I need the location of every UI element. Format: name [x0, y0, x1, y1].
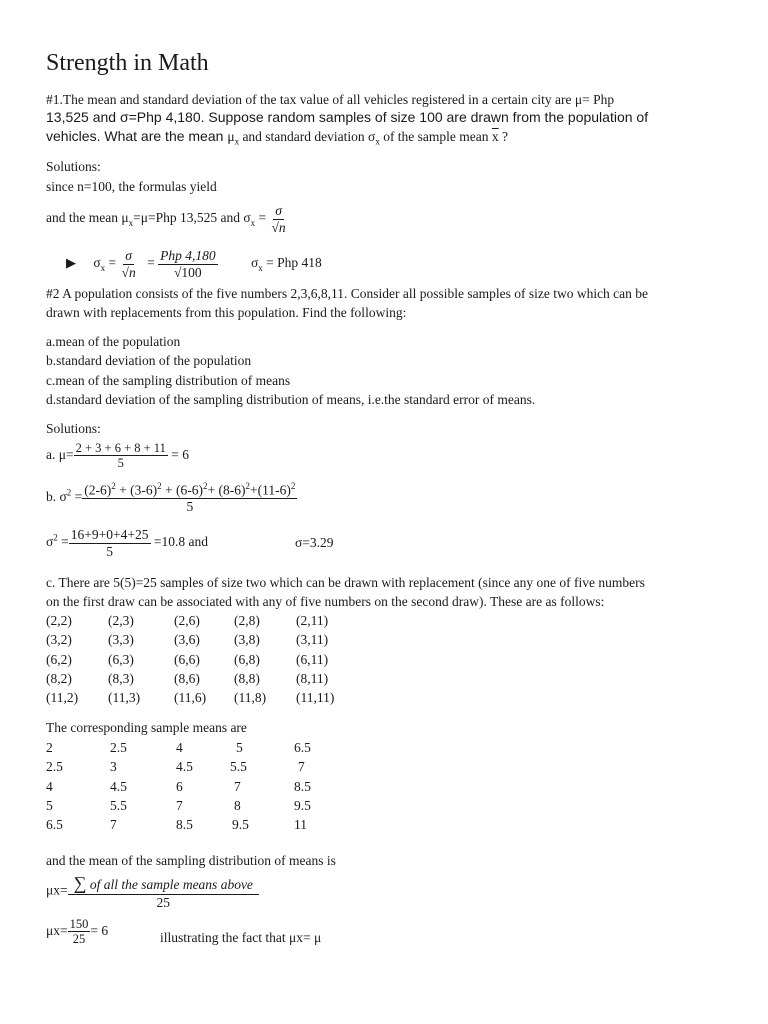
table-cell: 2.5: [46, 759, 63, 774]
table-cell: (2,3): [108, 613, 134, 628]
table-cell: (8,2): [46, 671, 72, 686]
table-cell: (8,8): [234, 671, 260, 686]
squared: 2: [203, 481, 208, 491]
x-bar: $\overline{x}$: [491, 129, 499, 144]
equals: =: [147, 255, 159, 271]
list-item: d.standard deviation of the sampling distribution of means, i.e.the standard error of means.: [46, 392, 536, 407]
sum-text: of all the sample means above: [86, 877, 253, 892]
equals: =: [255, 210, 270, 226]
sigma-over-sqrt-n: [120, 248, 138, 280]
solutions-label-2: Solutions:: [46, 421, 101, 436]
table-cell: (3,6): [174, 632, 200, 647]
term: +(11-6): [249, 482, 291, 498]
sub-x: x: [250, 217, 256, 228]
mux-label: μx=: [46, 882, 68, 898]
answer-b-num: [82, 481, 297, 499]
page-title: Strength in Math: [46, 50, 209, 76]
table-cell: 4.5: [110, 779, 127, 794]
problem-2-line-1: #2 A population consists of the five numbers 2,3,6,8,11. Consider all possible samples of size two which can be: [46, 286, 649, 301]
table-cell: 9.5: [232, 817, 249, 832]
sub-x: x: [128, 217, 134, 228]
equals: =: [105, 255, 120, 271]
table-cell: (6,11): [296, 652, 329, 667]
frac-den: √n: [271, 219, 286, 235]
table-cell: 4.5: [176, 759, 193, 774]
squared: 2: [111, 481, 116, 491]
table-cell: (3,2): [46, 632, 72, 647]
php-den: √100: [173, 264, 202, 280]
table-cell: (2,6): [174, 613, 200, 628]
answer-a-fraction: [74, 441, 168, 471]
line3-b: and standard deviation: [239, 129, 369, 144]
answer-b-den: 5: [186, 499, 194, 515]
table-cell: 2: [46, 740, 53, 755]
answer-a-prefix: a. μ=: [46, 446, 74, 462]
sigma-result: σ=3.29: [295, 535, 334, 550]
result-fraction: [68, 917, 91, 947]
sum-fraction: [68, 873, 259, 910]
problem-2-line-2: drawn with replacements from this population. Find the following:: [46, 305, 407, 320]
sigma-symbol: σ: [368, 129, 376, 144]
answer-b: [46, 481, 297, 515]
table-cell: 5: [236, 740, 243, 755]
sigma-sum-icon: ∑: [73, 873, 87, 893]
table-cell: 7: [110, 817, 117, 832]
squared: 2: [157, 481, 162, 491]
answer-a-den: 5: [117, 456, 124, 471]
problem-1-line-3: [46, 128, 508, 147]
variance-line: [46, 527, 208, 559]
squared: 2: [290, 481, 296, 491]
mux-formula: [46, 873, 259, 910]
mean-text: =μ=Php 13,525 and: [133, 210, 244, 226]
table-cell: (11,8): [234, 690, 267, 705]
answer-c-line-1: c. There are 5(5)=25 samples of size two which can be drawn with replacement (since any one of five numbers: [46, 575, 645, 590]
result-den: 25: [72, 932, 86, 947]
mean-formula-line: [46, 203, 288, 235]
variance-fraction: [69, 527, 151, 559]
frac-num: σ: [275, 203, 282, 218]
sub-x: x: [258, 262, 263, 273]
mean-prefix: and the mean: [46, 210, 122, 226]
mu-symbol: μ: [121, 210, 129, 226]
squared: 2: [66, 487, 72, 498]
term: (2-6): [84, 482, 112, 498]
table-cell: (11,3): [108, 690, 141, 705]
list-item: b.standard deviation of the population: [46, 353, 252, 368]
table-cell: (6,2): [46, 652, 72, 667]
answer-b-prefix: b. σ: [46, 488, 67, 504]
answer-a-result: = 6: [167, 446, 189, 462]
php-fraction: [158, 248, 218, 280]
table-cell: 5: [46, 798, 53, 813]
answer-b-fraction: [82, 481, 297, 515]
variance-num: 16+9+0+4+25: [70, 527, 149, 542]
solutions-label-1: Solutions:: [46, 159, 101, 174]
means-intro: The corresponding sample means are: [46, 720, 247, 735]
table-cell: 7: [234, 779, 241, 794]
table-cell: (8,3): [108, 671, 134, 686]
sub-x-2: x: [375, 136, 380, 147]
sum-den: 25: [156, 894, 171, 910]
table-cell: 7: [176, 798, 183, 813]
line3-a: vehicles. What are the mean: [46, 128, 228, 144]
variance-den: 5: [106, 543, 114, 559]
answer-a-num: 2 + 3 + 6 + 8 + 11: [75, 441, 166, 455]
table-cell: (6,3): [108, 652, 134, 667]
table-cell: 6.5: [46, 817, 63, 832]
line3-d: ?: [498, 129, 509, 144]
table-cell: (2,11): [296, 613, 329, 628]
table-cell: (11,2): [46, 690, 79, 705]
table-cell: 6: [176, 779, 183, 794]
mux-result: [46, 917, 108, 947]
variance-eq: =: [57, 534, 69, 550]
table-cell: (6,6): [174, 652, 200, 667]
php-num: Php 4,180: [160, 248, 216, 263]
term: + (6-6): [161, 482, 203, 498]
since-line: since n=100, the formulas yield: [46, 179, 217, 194]
table-cell: 7: [298, 759, 305, 774]
table-cell: 3: [110, 759, 117, 774]
arrow-right-icon: ▶: [66, 255, 76, 271]
table-cell: 5.5: [110, 798, 127, 813]
result-num: 150: [69, 917, 89, 931]
table-cell: 4: [46, 779, 53, 794]
table-cell: 5.5: [230, 759, 247, 774]
table-cell: 6.5: [294, 740, 311, 755]
table-cell: 8.5: [176, 817, 193, 832]
line3-c: of the sample mean: [379, 129, 492, 144]
list-item: a.mean of the population: [46, 334, 181, 349]
table-cell: (11,6): [174, 690, 207, 705]
table-cell: (11,11): [296, 690, 335, 705]
sub-x: x: [234, 136, 240, 147]
table-cell: 11: [294, 817, 307, 832]
variance-result: =10.8 and: [150, 534, 208, 550]
table-cell: (6,8): [234, 652, 260, 667]
sigma-symbol: σ: [243, 210, 251, 226]
mux-label: μx=: [46, 922, 68, 938]
table-cell: (3,3): [108, 632, 134, 647]
table-cell: 8.5: [294, 779, 311, 794]
table-cell: (3,8): [234, 632, 260, 647]
term: + (3-6): [115, 482, 158, 498]
answer-c-line-2: on the first draw can be associated with any of five numbers on the second draw). These are as follows:: [46, 594, 605, 609]
sub-x: x: [100, 262, 106, 273]
term: + (8-6): [207, 482, 246, 498]
table-cell: (2,2): [46, 613, 72, 628]
answer-a: [46, 441, 189, 471]
mu-symbol: μ: [227, 129, 235, 144]
table-cell: 8: [234, 798, 241, 813]
sum-num: [68, 873, 259, 895]
table-cell: 2.5: [110, 740, 127, 755]
problem-1-line-1: #1.The mean and standard deviation of the tax value of all vehicles registered in a certain city are μ= Php: [46, 92, 615, 107]
squared: 2: [53, 532, 58, 543]
sigma-symbol: σ: [250, 255, 259, 271]
sigma-symbol: σ: [93, 255, 101, 271]
table-cell: 9.5: [294, 798, 311, 813]
list-item: c.mean of the sampling distribution of means: [46, 373, 291, 388]
table-cell: (3,11): [296, 632, 329, 647]
illustrating-line: illustrating the fact that μx= μ: [160, 930, 322, 945]
result-line: [66, 248, 322, 280]
table-cell: 4: [176, 740, 183, 755]
squared: 2: [245, 481, 250, 491]
table-cell: (8,11): [296, 671, 329, 686]
table-cell: (8,6): [174, 671, 200, 686]
table-cell: (2,8): [234, 613, 260, 628]
sigma-over-sqrt-n: [269, 203, 287, 235]
sigma-prefix: σ: [46, 534, 54, 550]
frac-den: √n: [121, 264, 136, 280]
frac-num: σ: [125, 248, 132, 263]
problem-1-line-2: 13,525 and σ=Php 4,180. Suppose random samples of size 100 are drawn from the population of: [46, 109, 649, 125]
mean-dist-intro: and the mean of the sampling distribution of means is: [46, 853, 336, 868]
sigma-result: = Php 418: [262, 255, 322, 271]
answer-b-eq: =: [71, 488, 83, 504]
result-value: = 6: [90, 922, 109, 938]
